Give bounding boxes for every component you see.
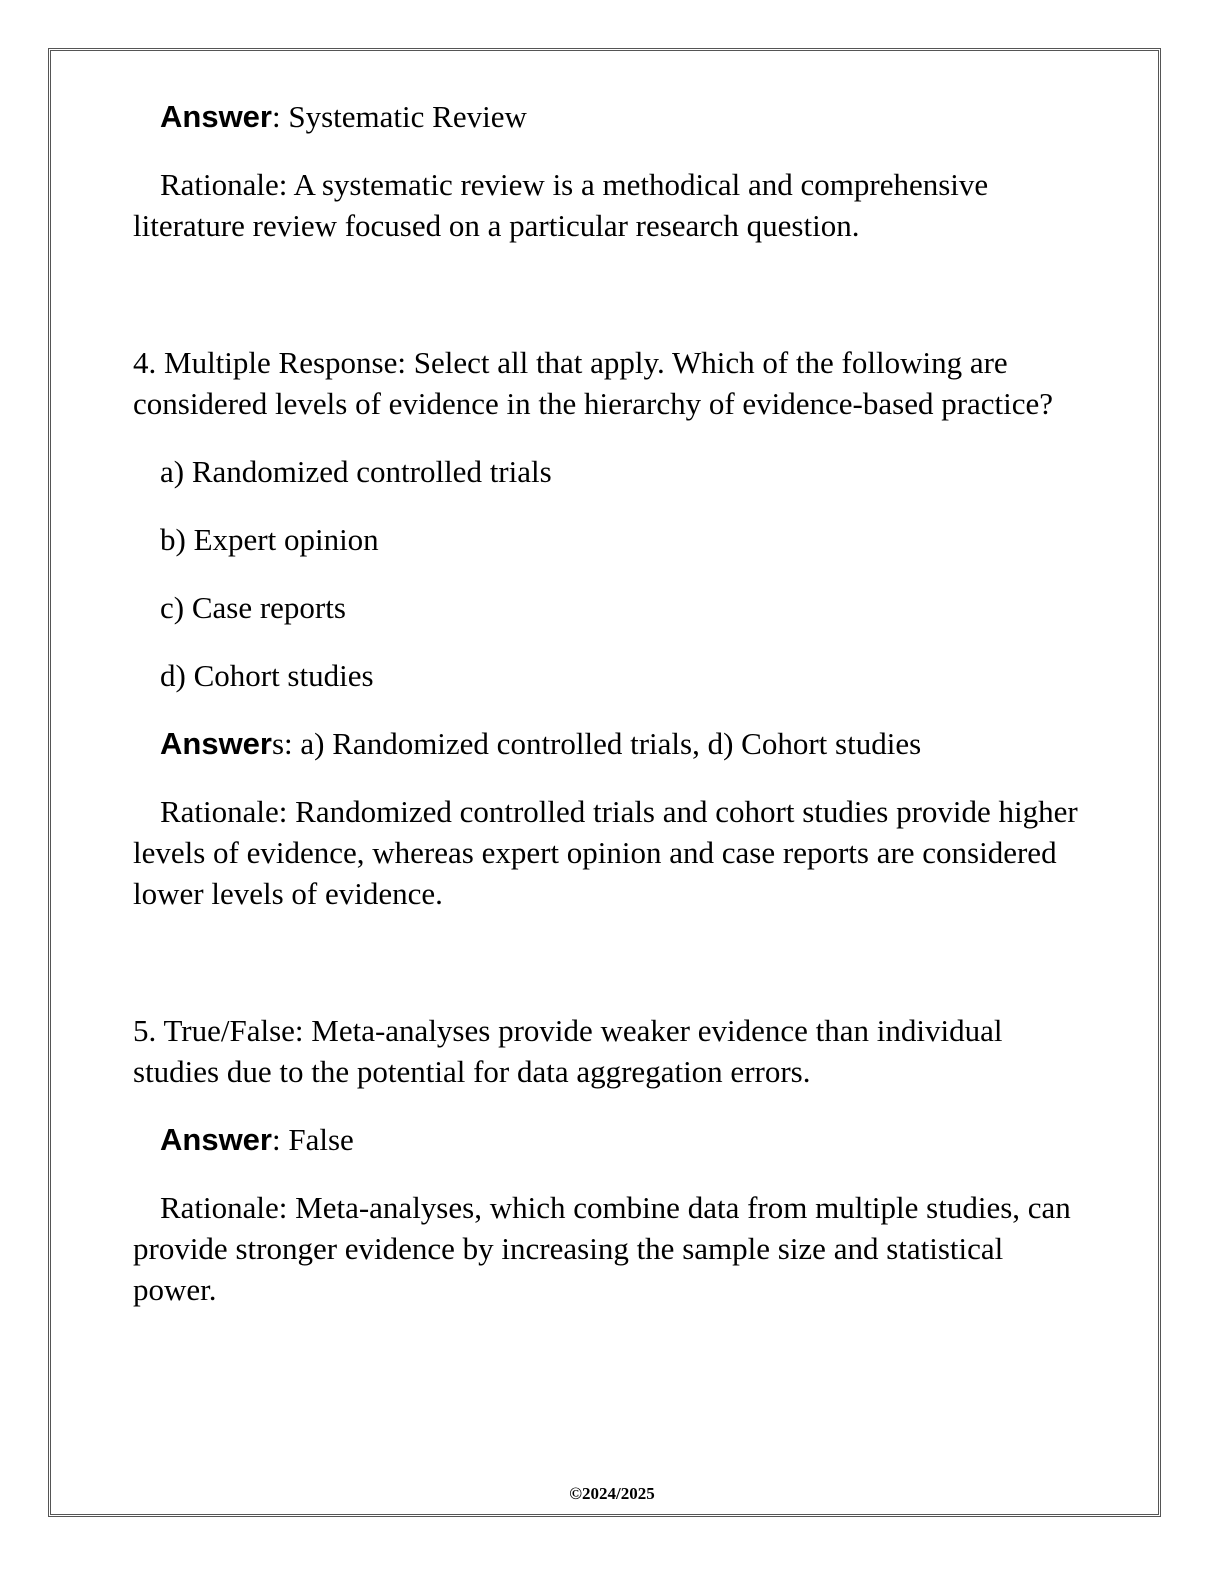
- q4-rationale: Rationale: Randomized controlled trials and cohort studies provide higher levels of evidence, whereas expert opinion and case reports are considered lower levels of evidence.: [133, 794, 1078, 911]
- q5-rationale: Rationale: Meta-analyses, which combine data from multiple studies, can provide stronger evidence by increasing the sample size and statistical power.: [133, 1190, 1071, 1307]
- q3-answer-sep: :: [271, 99, 289, 134]
- q5-answer-sep: :: [271, 1122, 289, 1157]
- q4-answer-value: a) Randomized controlled trials, d) Cohort studies: [300, 726, 922, 761]
- q3-answer-label: Answer: [160, 99, 272, 134]
- q5-answer-label: Answer: [160, 1122, 272, 1157]
- q4-option-d: d) Cohort studies: [160, 658, 374, 693]
- q5-question: 5. True/False: Meta-analyses provide weaker evidence than individual studies due to the potential for data aggregation errors.: [133, 1013, 1003, 1089]
- q4-answer-sep: s:: [271, 726, 301, 761]
- q4-option-a: a) Randomized controlled trials: [160, 454, 552, 489]
- q3-rationale: Rationale: A systematic review is a methodical and comprehensive literature review focused on a particular research question.: [133, 167, 989, 243]
- q5-answer-value: False: [288, 1122, 354, 1157]
- q4-answer: [133, 723, 1093, 764]
- q4-answer-label: Answer: [160, 726, 272, 761]
- document-body: [133, 96, 1093, 1310]
- q3-answer: [133, 96, 1093, 137]
- q4-option-c: c) Case reports: [160, 590, 346, 625]
- q5-answer: [133, 1119, 1093, 1160]
- q3-answer-value: Systematic Review: [288, 99, 527, 134]
- q4-question: 4. Multiple Response: Select all that apply. Which of the following are considered levels of evidence in the hierarchy of evidence-based practice?: [133, 345, 1054, 421]
- q4-option-b: b) Expert opinion: [160, 522, 379, 557]
- copyright-footer: ©2024/2025: [569, 1484, 655, 1503]
